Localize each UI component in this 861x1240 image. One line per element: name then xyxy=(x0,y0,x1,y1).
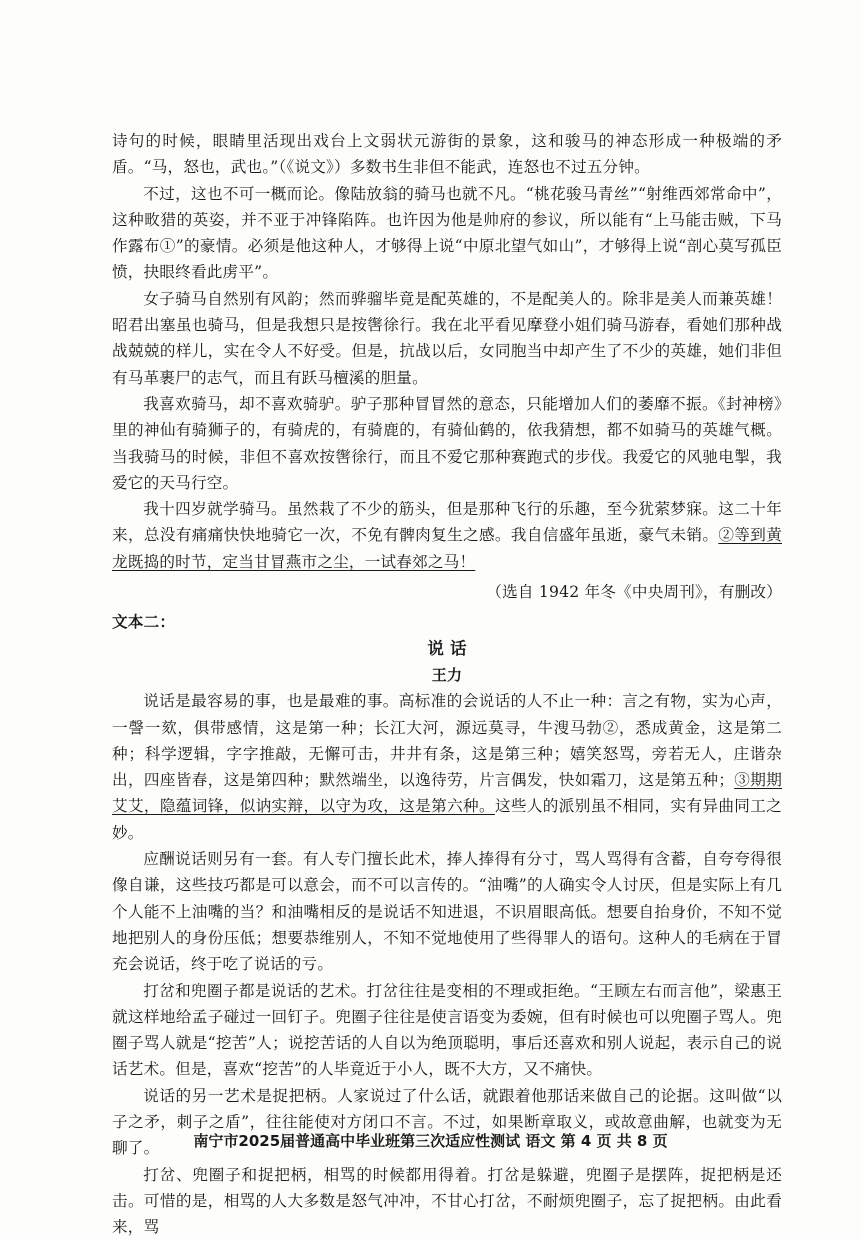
article-author: 王力 xyxy=(431,665,463,684)
source-citation: （选自 1942 年冬《中央周刊》，有删改） xyxy=(486,583,782,602)
text-two-paragraph-1 xyxy=(112,688,782,846)
article-title: 说 话 xyxy=(427,638,467,658)
text-one-paragraph-4: 我喜欢骑马，却不喜欢骑驴。驴子那种冒冒然的意态，只能增加人们的萎靡不振。《封神榜》里的神仙有骑狮子的，有骑虎的，有骑鹿的，有骑仙鹤的，依我猜想，都不如骑马的英雄气概。当我骑马的时候，非但不喜欢按辔徐行，而且不爱它那种赛跑式的步伐。我爱它的风驰电掣，我爱它的天马行空。 xyxy=(112,394,782,492)
text-two-paragraph-4: 说话的另一艺术是捉把柄。人家说过了什么话，就跟着他那话来做自己的论据。这叫做“以子之矛，刺子之盾”，往往能使对方闭口不言。不过，如果断章取义，或故意曲解，也就变为无聊了。 xyxy=(112,1086,782,1158)
underlined-sentence-2: ②等到黄龙既捣的时节，定当甘冒燕市之尘，一试春郊之马！ xyxy=(112,526,782,571)
paragraph-5-text: 我十四岁就学骑马。虽然栽了不少的筋头，但是那种飞行的乐趣，至今犹萦梦寐。这二十年来，总没有痛痛快快地骑它一次，不免有髀肉复生之感。我自信盛年虽逝，豪气未销。 xyxy=(112,500,782,545)
text-one-paragraph-2: 不过，这也不可一概而论。像陆放翁的骑马也就不凡。“桃花骏马青丝”“射维西郊常命中”，这种畋猎的英姿，并不亚于冲锋陷阵。也许因为他是帅府的参议，所以能有“上马能击贼，下马作露布①”的豪情。必须是他这种人，才够得上说“中原北望气如山”，才够得上说“剖心莫写孤臣愤，抉眼终看此虏平”。 xyxy=(112,184,782,282)
paragraph-1-text: 说话是最容易的事，也是最难的事。高标准的会说话的人不止一种：言之有物，实为心声，一謦一欬，俱带感情，这是第一种；长江大河，源远莫寻，牛溲马勃②，悉成黄金，这是第二种；科学逻辑，字字推敲，无懈可击，井井有条，这是第三种；嬉笑怒骂，旁若无人，庄谐杂出，四座皆春，这是第四种；默然端坐，以逸待劳，片言偶发，快如霜刀，这是第五种； xyxy=(112,692,782,790)
page-body xyxy=(112,128,782,1240)
text-two-paragraph-3: 打岔和兜圈子都是说话的艺术。打岔往往是变相的不理或拒绝。“王顾左右而言他”，梁惠王就这样地给孟子碰过一回钉子。兜圈子往往是使言语变为委婉，但有时候也可以兜圈子骂人。兜圈子骂人就是“挖苦”人；说挖苦话的人自以为绝顶聪明，事后还喜欢和别人说起，表示自己的说话艺术。但是，喜欢“挖苦”的人毕竟近于小人，既不大方，又不痛快。 xyxy=(112,981,782,1079)
text-one-paragraph-1: 诗句的时候，眼睛里活现出戏台上文弱状元游街的景象，这和骏马的神态形成一种极端的矛盾。“马，怒也，武也。”（《说文》）多数书生非但不能武，连怒也不过五分钟。 xyxy=(112,132,782,177)
text-two-label: 文本二： xyxy=(112,612,176,632)
text-one-paragraph-5 xyxy=(112,496,782,575)
text-two-paragraph-5: 打岔、兜圈子和捉把柄，相骂的时候都用得着。打岔是躲避，兜圈子是摆阵，捉把柄是还击。可惜的是，相骂的人大多数是怒气冲冲，不甘心打岔，不耐烦兜圈子，忘了捉把柄。由此看来，骂 xyxy=(112,1165,782,1237)
underlined-sentence-3: ③期期艾艾，隐蕴词锋，似讷实辩，以守为攻，这是第六种。 xyxy=(112,771,782,816)
text-one-paragraph-3: 女子骑马自然别有风韵；然而骅骝毕竟是配英雄的，不是配美人的。除非是美人而兼英雄！昭君出塞虽也骑马，但是我想只是按辔徐行。我在北平看见摩登小姐们骑马游春，看她们那种战战兢兢的样儿，实在令人不好受。但是，抗战以后，女同胞当中却产生了不少的英雄，她们非但有马革裹尸的志气，而且有跃马檀溪的胆量。 xyxy=(112,289,782,387)
text-two-paragraph-2: 应酬说话则另有一套。有人专门擅长此术，捧人捧得有分寸，骂人骂得有含蓄，自夸夸得很像自谦，这些技巧都是可以意会，而不可以言传的。“油嘴”的人确实令人讨厌，但是实际上有几个人能不上油嘴的当？和油嘴相反的是说话不知进退，不识眉眼高低。想要自抬身价，不知不觉地把别人的身份压低；想要恭维别人，不知不觉地使用了些得罪人的语句。这种人的毛病在于冒充会说话，终于吃了说话的亏。 xyxy=(112,850,782,974)
paragraph-1-tail: 这些人的派别虽不相同，实有异曲同工之妙。 xyxy=(112,797,782,842)
page-footer: 南宁市2025届普通高中毕业班第三次适应性测试 语文 第 4 页 共 8 页 xyxy=(193,1132,668,1150)
